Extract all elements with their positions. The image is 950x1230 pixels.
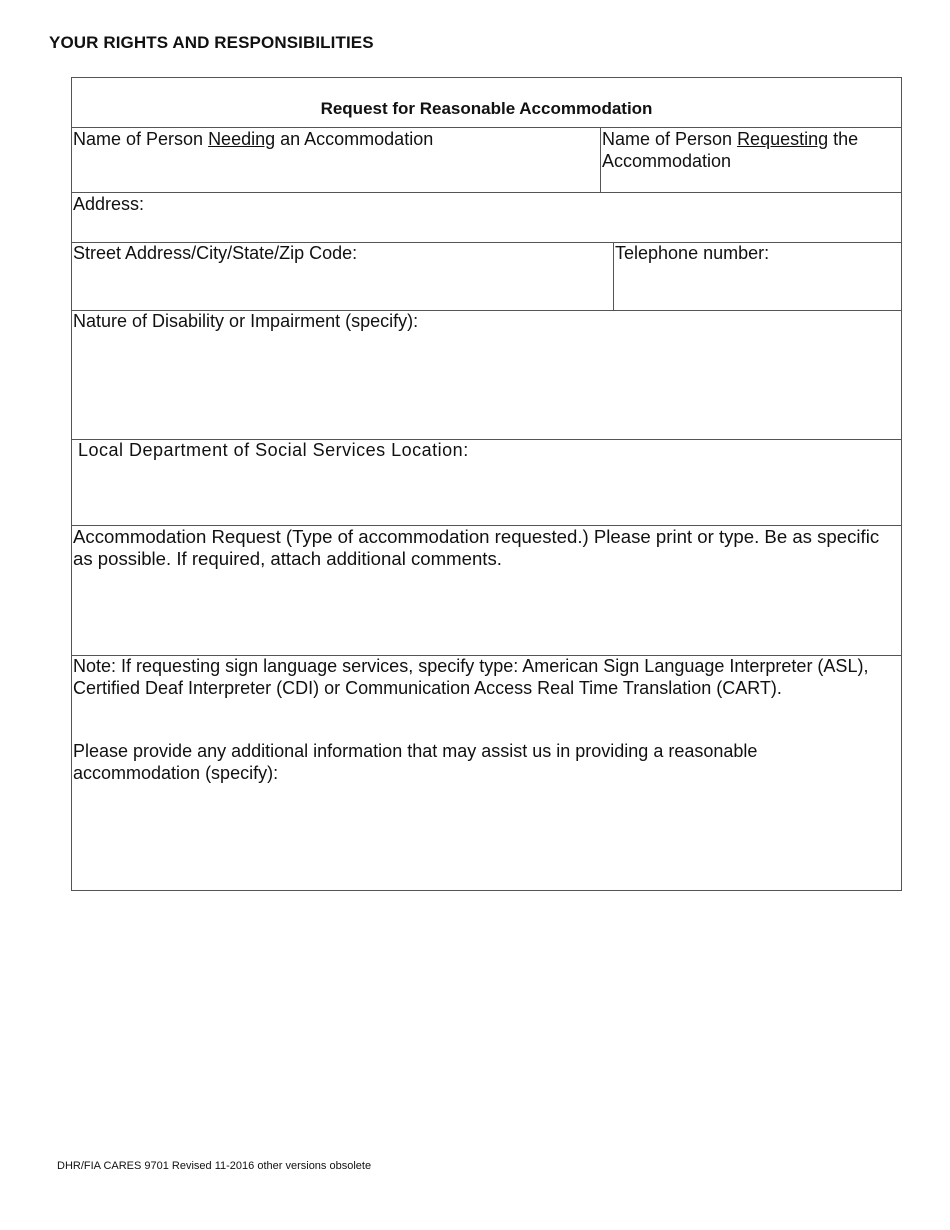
person-requesting-label-prefix: Name of Person [602,129,738,149]
accommodation-request-form [71,77,902,891]
person-requesting-field[interactable] [602,128,858,172]
divider [613,242,614,310]
divider [600,127,601,192]
divider [72,192,901,193]
additional-info-label: Please provide any additional information that may assist us in providing a reasonable accommodation (specify): [73,741,758,783]
accommodation-request-label: Accommodation Request (Type of accommodation requested.) Please print or type. Be as specific as possible. If required, attach additional comments. [73,526,880,569]
person-requesting-label-suffix: the [828,129,859,149]
form-footer: DHR/FIA CARES 9701 Revised 11-2016 other versions obsolete [57,1160,372,1172]
person-needing-label-prefix: Name of Person [73,129,209,149]
ldss-location-field[interactable] [78,439,469,461]
street-address-field[interactable] [73,242,357,264]
disability-field[interactable] [73,310,418,332]
telephone-label: Telephone number: [615,243,770,263]
sign-language-note: Note: If requesting sign language services, specify type: American Sign Language Interpreter (ASL), Certified Deaf Interpreter (CDI) or Communication Access Real Time Translation (CART). [73,656,869,698]
person-needing-label-suffix: an Accommodation [275,129,434,149]
person-requesting-label-emphasis: Requesting [737,129,829,149]
person-needing-field[interactable] [73,128,433,150]
street-address-label: Street Address/City/State/Zip Code: [73,243,358,263]
ldss-location-label: Local Department of Social Services Location: [78,440,469,460]
address-field[interactable] [73,193,144,215]
additional-info-field[interactable] [73,740,863,784]
telephone-field[interactable] [615,242,769,264]
disability-label: Nature of Disability or Impairment (specify): [73,311,419,331]
form-title: Request for Reasonable Accommodation [320,99,653,118]
person-requesting-label-line2: Accommodation [602,151,732,171]
person-needing-label-emphasis: Needing [208,129,276,149]
accommodation-request-field[interactable] [73,526,888,570]
address-label: Address: [73,194,145,214]
page-heading: YOUR RIGHTS AND RESPONSIBILITIES [49,33,374,52]
